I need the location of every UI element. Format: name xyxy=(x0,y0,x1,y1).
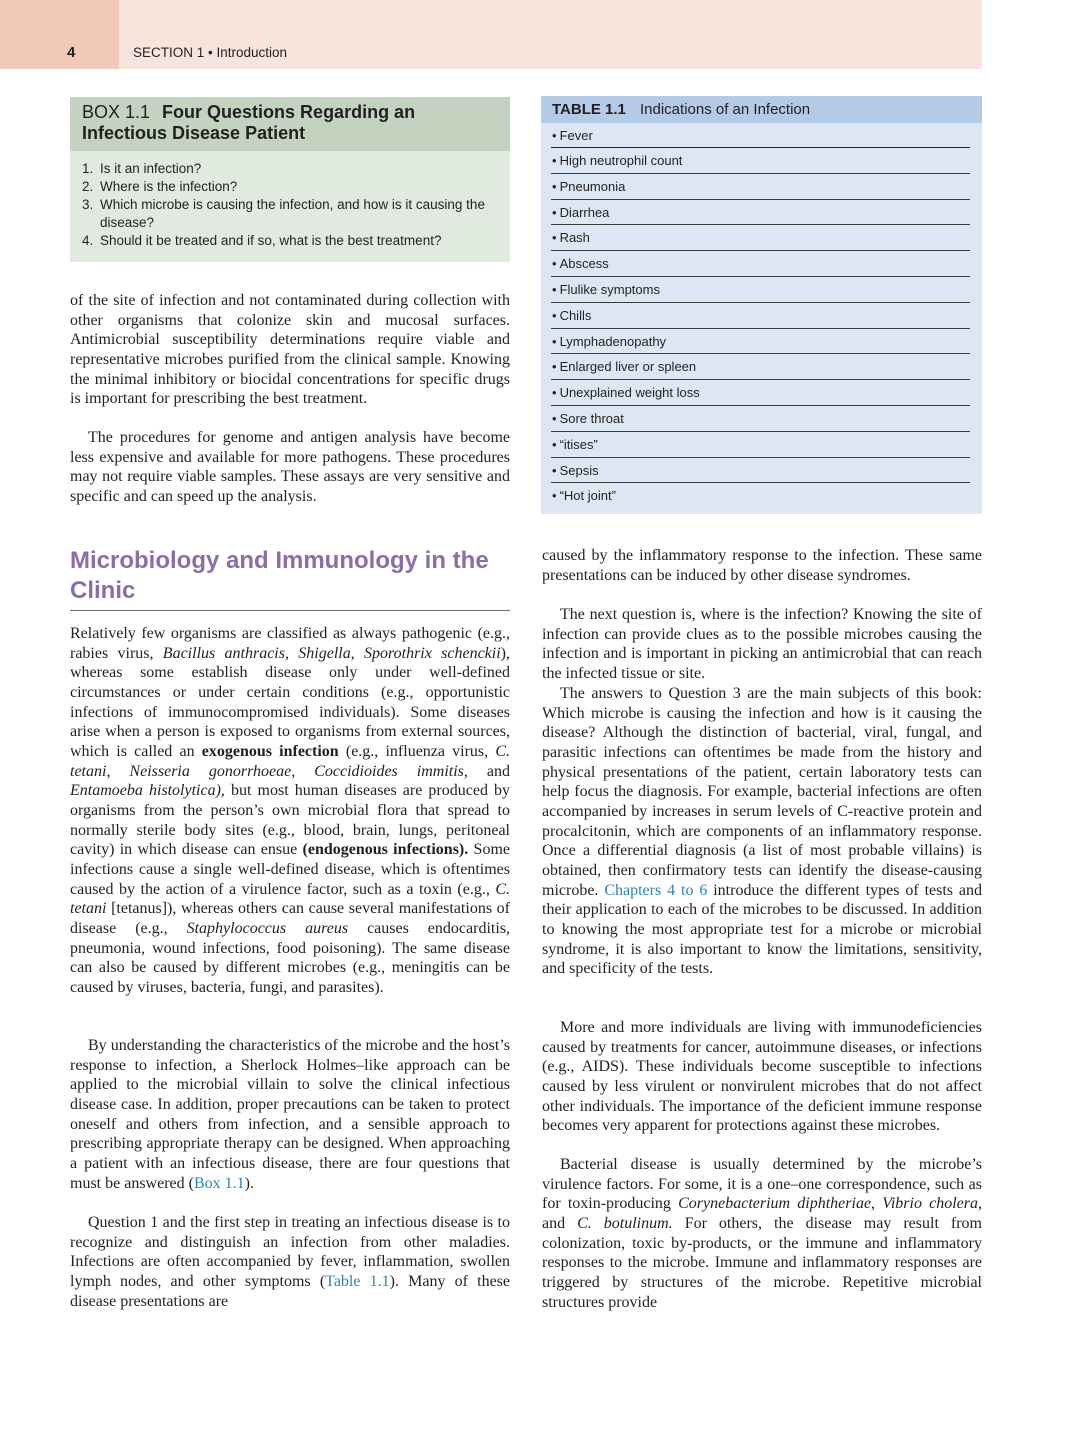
text-run: Some infections cause a single well-defined disease, which is oftentimes caused by the action of a virulence factor, such as a toxin (e.g., xyxy=(70,841,510,898)
bullet-icon: • xyxy=(552,436,557,452)
text-run: By understanding the characteristics of the microbe and the host’s response to infection, a Sherlock Holmes–like approach can be applied to the microbial villain to solve the clinical infectious disease case. In addition, proper precautions can be taken to protect oneself and others from infection, and a sensible approach to prescribing appropriate therapy can be designed. When approaching a patient with an infectious disease, there are four questions that must be answered ( xyxy=(70,1037,510,1192)
text-run: Bacterial disease is usually determined by the microbe’s virulence factors. For some, it is a one–one correspondence, such as for toxin-producing xyxy=(542,1156,982,1213)
table-row xyxy=(551,277,970,303)
box-question-item xyxy=(82,196,502,232)
table-row xyxy=(551,354,970,380)
table-row xyxy=(551,432,970,458)
table-reference-link[interactable]: Table 1.1 xyxy=(325,1272,390,1290)
table-row xyxy=(551,483,970,509)
box-question-number: 3. xyxy=(82,197,94,212)
text-run: ). xyxy=(244,1174,254,1192)
text-run: but most human diseases are produced by organisms from the person’s own microbial flora that spread to normally sterile body sites (e.g., blood, brain, lungs, peritoneal cavity) in which disease can ensue xyxy=(70,782,511,859)
bullet-icon: • xyxy=(552,462,557,478)
box-title xyxy=(82,102,502,144)
table-row xyxy=(551,406,970,432)
text-run: and xyxy=(542,1214,578,1232)
body-paragraph xyxy=(70,624,510,997)
bullet-icon: • xyxy=(552,359,557,375)
table-row-text: “Hot joint” xyxy=(559,488,616,504)
table-row-text: Pneumonia xyxy=(559,178,626,194)
table-row xyxy=(551,200,970,226)
box-question-number: 1. xyxy=(82,161,94,176)
bullet-icon: • xyxy=(552,256,557,272)
bullet-icon: • xyxy=(552,153,557,168)
box-question-item xyxy=(82,232,502,250)
table-row xyxy=(551,225,970,251)
body-paragraph xyxy=(542,1155,982,1312)
text-run: introduce the different types of tests and their application to each of the microbes to be discussed. In addition to knowing the most appropriate test for a microbe or microbial syndrome, it is also important to know the limitations, sensitivity, and specificity of the tests. xyxy=(542,881,983,978)
box-label: BOX 1.1 xyxy=(82,102,151,122)
box-title-text: Four Questions Regarding an Infectious Disease Patient xyxy=(82,102,416,143)
box-question-item xyxy=(82,178,502,196)
table-row xyxy=(551,251,970,277)
body-paragraph xyxy=(70,1036,510,1193)
box-question-text: Should it be treated and if so, what is the best treatment? xyxy=(100,233,442,248)
bullet-icon: • xyxy=(552,385,557,401)
table-row-text: High neutrophil count xyxy=(559,153,683,168)
table-header xyxy=(541,96,982,123)
table-row-text: Sepsis xyxy=(559,462,599,478)
box-question-text: Which microbe is causing the infection, and how is it causing the disease? xyxy=(100,197,485,230)
italic-run: C. botulinum. xyxy=(577,1214,673,1232)
box-question-list xyxy=(82,160,502,250)
italic-run: C. tetani, Neisseria gonorrhoeae, Coccidioides immitis, xyxy=(70,742,511,780)
bullet-icon: • xyxy=(552,230,557,246)
text-run: Relatively few organisms are classified as always pathogenic (e.g., rabies virus, xyxy=(70,625,510,662)
body-paragraph: The procedures for genome and antigen analysis have become less expensive and available for more pathogens. These procedures may not require viable samples. These assays are very sensitive and specific and can speed up the analysis. xyxy=(70,429,510,505)
table-row xyxy=(551,126,970,148)
bullet-icon: • xyxy=(552,307,557,323)
table-rows xyxy=(551,126,970,509)
bold-term: exogenous infection xyxy=(201,742,339,760)
table-row xyxy=(551,148,970,174)
table-label: TABLE 1.1 xyxy=(552,101,626,118)
page-number: 4 xyxy=(67,44,76,61)
body-paragraph: of the site of infection and not contaminated during collection with other organisms that colonize skin and mucosal surfaces. Antimicrobial susceptibility determinations require viable and representative microbes purified from the clinical sample. Knowing the minimal inhibitory or biocidal concentrations for specific drugs is important for prescribing the best treatment. xyxy=(70,292,510,408)
italic-run: Entamoeba histolytica), xyxy=(70,782,225,800)
bullet-icon: • xyxy=(552,204,557,220)
table-row-text: Chills xyxy=(559,307,592,323)
bullet-icon: • xyxy=(552,333,557,349)
table-row xyxy=(551,458,970,484)
bullet-icon: • xyxy=(552,410,557,426)
body-paragraph xyxy=(542,684,982,979)
text-run: causes endocarditis, pneumonia, wound infections, food poisoning). The same disease can also be caused by different microbes (e.g., meningitis can be caused by viruses, bacteria, fungi, and parasites). xyxy=(70,919,510,996)
page-number-tab xyxy=(0,0,119,69)
running-header-section: SECTION 1 • Introduction xyxy=(133,45,288,60)
italic-run: Bacillus anthracis, Shigella, Sporothrix schenckii xyxy=(162,644,501,662)
table-row-text: Abscess xyxy=(559,256,609,272)
text-run: [tetanus]), whereas others can cause several manifestations of disease (e.g., xyxy=(70,900,510,937)
text-run: The answers to Question 3 are the main subjects of this book: Which microbe is causing the infection and how is it causing the disease? Although the distinction of bacterial, viral, fungal, and parasitic infections can oftentimes be made from the history and physical presentations of the patient, certain laboratory tests can help focus the diagnosis. For example, bacterial infections are often accompanied by increases in serum levels of C-reactive protein and procalcitonin, which are components of an inflammatory response. Once a differential diagnosis (a list of most probable villains) is obtained, then confirmatory tests can identify the disease-causing microbe. xyxy=(542,685,982,899)
italic-run: C. tetani xyxy=(70,880,510,918)
table-row xyxy=(551,380,970,406)
table-row-text: Diarrhea xyxy=(559,204,610,220)
table-1-1 xyxy=(541,96,982,514)
table-row-text: Fever xyxy=(559,128,593,143)
italic-run: Corynebacterium diphtheriae, Vibrio cholera, xyxy=(678,1195,982,1213)
bold-term: (endogenous infections). xyxy=(302,841,469,859)
box-question-item xyxy=(82,160,502,178)
section-heading: Microbiology and Immunology in the Clinic xyxy=(70,546,510,611)
box-question-number: 4. xyxy=(82,233,94,248)
text-run: ). Many of these disease presentations are xyxy=(70,1272,511,1310)
table-row-text: Sore throat xyxy=(559,410,624,426)
table-row xyxy=(551,174,970,200)
text-run: (e.g., influenza virus, xyxy=(338,742,496,760)
text-run: and xyxy=(467,762,511,780)
table-row-text: Flulike symptoms xyxy=(559,281,660,297)
text-run: For others, the disease may result from colonization, toxic by-products, or the immune and inflammatory responses to the microbe. Immune and inflammatory responses are triggered by structures of the microbe. Repetitive microbial structures provide xyxy=(542,1214,982,1311)
box-question-text: Is it an infection? xyxy=(100,161,202,176)
table-row xyxy=(551,329,970,355)
italic-run: Staphylococcus aureus xyxy=(186,919,349,937)
body-paragraph: More and more individuals are living with immunodeficiencies caused by treatments for cancer, autoimmune diseases, or infections (e.g., AIDS). These individuals become susceptible to infections caused by less virulent or nonvirulent microbes that do not affect other individuals. The importance of the deficient immune response becomes very apparent for protections against these microbes. xyxy=(542,1019,982,1135)
box-reference-link[interactable]: Box 1.1 xyxy=(193,1174,245,1192)
table-row-text: Lymphadenopathy xyxy=(559,333,667,349)
bullet-icon: • xyxy=(552,178,557,194)
table-row-text: Unexplained weight loss xyxy=(559,385,700,401)
chapters-reference-link[interactable]: Chapters 4 to 6 xyxy=(604,881,708,899)
body-paragraph xyxy=(70,1213,510,1311)
table-row xyxy=(551,303,970,329)
bullet-icon: • xyxy=(552,128,557,143)
table-title: Indications of an Infection xyxy=(640,101,811,118)
table-row-text: Enlarged liver or spleen xyxy=(559,359,697,375)
bullet-icon: • xyxy=(552,281,557,297)
table-row-text: Rash xyxy=(559,230,590,246)
box-question-text: Where is the infection? xyxy=(100,179,238,194)
body-paragraph: The next question is, where is the infection? Knowing the site of infection can provide clues as to the possible microbes causing the infection and is important in picking an antimicrobial that can reach the infected tissue or site. xyxy=(542,606,982,682)
body-paragraph: caused by the inflammatory response to the infection. These same presentations can be induced by other disease syndromes. xyxy=(542,547,982,584)
box-1-1 xyxy=(70,97,510,262)
table-row-text: “itises” xyxy=(559,436,598,452)
text-run: ), whereas some establish disease only under well-defined circumstances or under certain conditions (e.g., opportunistic infections of immunocompromised individuals). Some diseases arise when a person is exposed to organisms from external sources, which is called an xyxy=(70,644,510,760)
box-question-number: 2. xyxy=(82,179,94,194)
text-run: Question 1 and the first step in treating an infectious disease is to recognize and distinguish an infection from other maladies. Infections are often accompanied by fever, inflammation, swollen lymph nodes, and other symptoms ( xyxy=(70,1214,510,1290)
bullet-icon: • xyxy=(552,488,557,504)
